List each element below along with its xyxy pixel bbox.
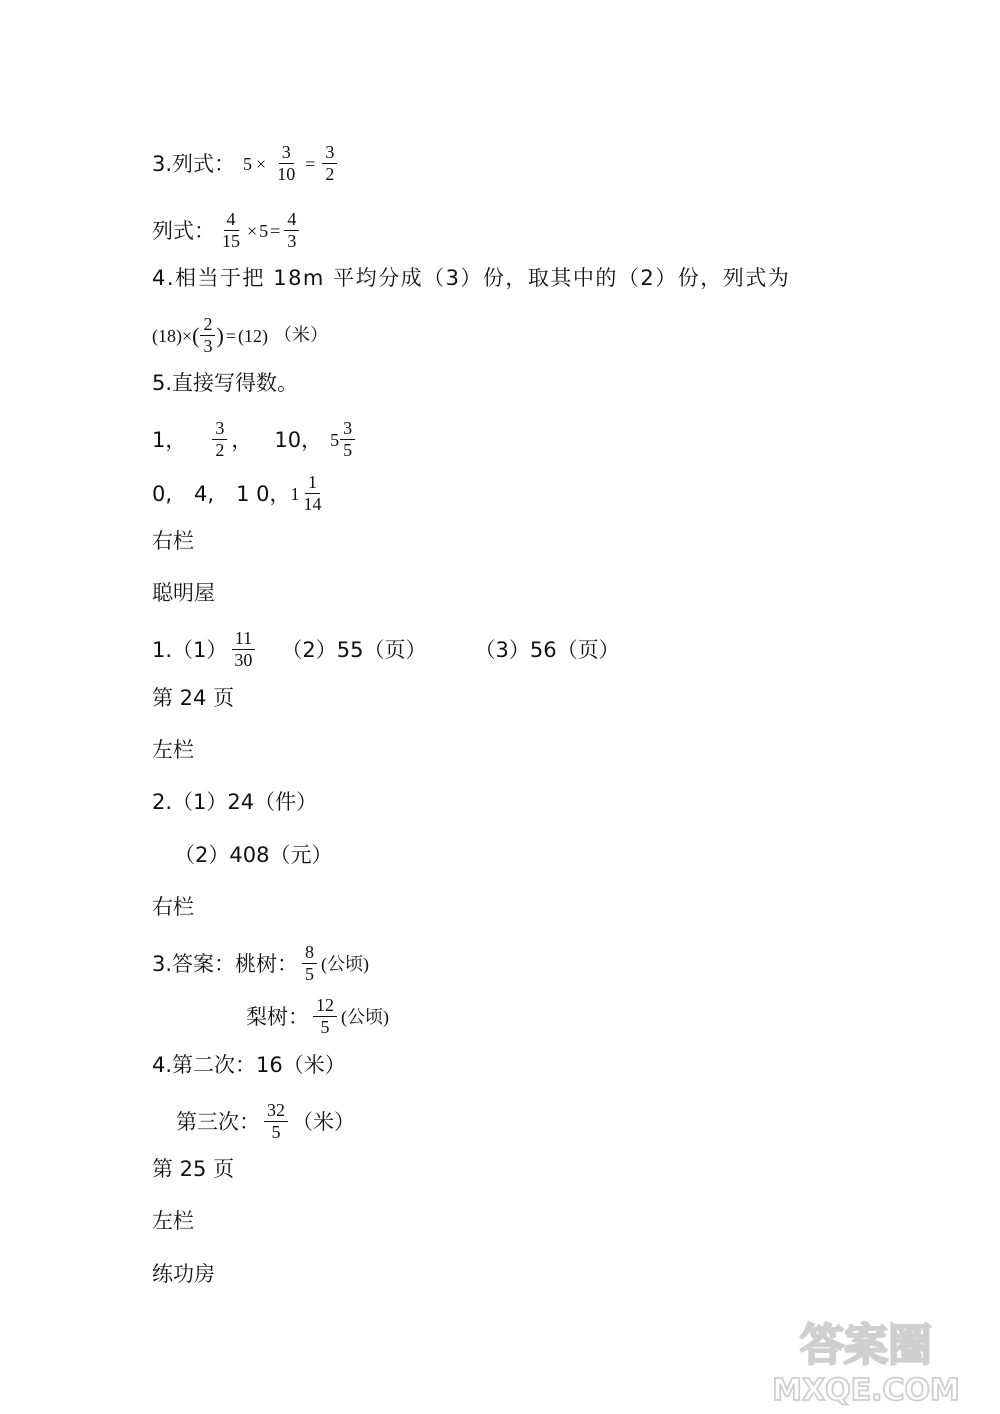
value: 1，	[152, 427, 187, 452]
numerator: 11	[232, 628, 255, 650]
watermark-bottom-text: MXQE.COM	[772, 1373, 960, 1408]
denominator: 5	[305, 964, 315, 984]
watermark-top-text: 答案圈	[800, 1320, 932, 1371]
answer-part-3: （3）56（页）	[474, 637, 620, 662]
page-heading-24: 第 24 页	[152, 686, 235, 710]
fraction	[212, 418, 227, 461]
line-label: 梨树：	[246, 1004, 309, 1029]
times-sign: ×	[247, 220, 258, 241]
line-4-question: 4.相当于把 18m 平均分成（3）份，取其中的（2）份，列式为	[152, 266, 791, 290]
unit: （米）	[292, 1109, 355, 1134]
equals-sign: =	[225, 325, 236, 346]
section-right-column: 右栏	[152, 895, 194, 919]
unit: （米）	[273, 324, 328, 346]
equals-sign: =	[305, 153, 316, 174]
line-label: 第三次：	[176, 1109, 260, 1134]
line-4-third	[176, 1100, 355, 1143]
line-3-answer-peach	[152, 942, 369, 985]
denominator: 3	[203, 336, 213, 356]
line-2-part2: （2）408（元）	[174, 843, 333, 867]
mixed-number	[330, 418, 359, 461]
line-2-part1: 2.（1）24（件）	[152, 790, 318, 814]
fraction	[313, 995, 337, 1038]
number: (18)	[152, 325, 182, 346]
line-smart-house-answers	[152, 628, 620, 671]
value: 0,	[152, 481, 173, 506]
left-paren: (	[192, 322, 200, 348]
equals-sign: =	[270, 220, 281, 241]
denominator: 3	[287, 231, 297, 251]
denominator: 5	[320, 1017, 330, 1037]
numerator: 4	[224, 209, 239, 231]
value: 10，	[274, 427, 323, 452]
numerator: 8	[302, 942, 317, 964]
fraction	[340, 418, 355, 461]
fraction	[301, 472, 325, 515]
fraction	[264, 1100, 288, 1143]
denominator: 2	[215, 440, 225, 460]
numerator: 2	[200, 314, 215, 336]
section-left-column: 左栏	[152, 738, 194, 762]
fraction	[274, 142, 298, 185]
line-3-answer-pear	[246, 995, 389, 1038]
whole: 5	[330, 429, 340, 450]
line-label: 3.列式：	[152, 151, 236, 176]
section-right-column: 右栏	[152, 529, 194, 553]
numerator: 3	[322, 142, 337, 164]
line-5-heading: 5.直接写得数。	[152, 371, 299, 395]
number: 5	[243, 153, 253, 174]
numerator: 3	[212, 418, 227, 440]
right-paren: )	[216, 322, 224, 348]
denominator: 15	[222, 231, 240, 251]
times-sign: ×	[182, 325, 193, 346]
section-left-column: 左栏	[152, 1209, 194, 1233]
numerator: 3	[279, 142, 294, 164]
unit: (公顷)	[321, 953, 370, 974]
line-label: 列式：	[152, 218, 215, 243]
line-label: 3.答案：桃树：	[152, 951, 299, 976]
numerator: 32	[264, 1100, 288, 1122]
line-4-expression	[152, 314, 328, 357]
comma: ，	[231, 427, 253, 452]
denominator: 2	[325, 164, 335, 184]
numerator: 4	[284, 209, 299, 231]
line-expression-2	[152, 209, 303, 252]
page-heading-25: 第 25 页	[152, 1157, 235, 1181]
fraction	[219, 209, 243, 252]
line-3-expression	[152, 142, 341, 185]
numerator: 12	[313, 995, 337, 1017]
mixed-number	[291, 472, 329, 515]
numerator: 3	[340, 418, 355, 440]
fraction	[322, 142, 337, 185]
fraction	[302, 942, 317, 985]
fraction	[200, 314, 215, 357]
number: 5	[259, 220, 269, 241]
fraction	[231, 628, 255, 671]
denominator: 5	[343, 440, 353, 460]
line-5-answers-row2	[152, 472, 329, 515]
value: 1 0，	[236, 481, 291, 506]
numerator: 1	[305, 472, 320, 494]
unit: (公顷)	[341, 1006, 389, 1027]
answer-part-2: （2）55（页）	[281, 637, 427, 662]
denominator: 10	[277, 164, 296, 184]
denominator: 14	[303, 494, 322, 514]
line-5-answers-row1	[152, 418, 359, 461]
section-smart-house: 聪明屋	[152, 581, 215, 605]
denominator: 30	[234, 650, 253, 670]
value: 4,	[194, 481, 215, 506]
part-label: 1.（1）	[152, 637, 228, 662]
whole: 1	[290, 483, 300, 504]
line-4-second: 4.第二次：16（米）	[152, 1053, 346, 1077]
fraction	[284, 209, 299, 252]
watermark-logo	[746, 1308, 986, 1408]
denominator: 5	[271, 1122, 281, 1142]
section-practice-room: 练功房	[152, 1262, 215, 1286]
number: (12)	[237, 325, 268, 346]
times-sign: ×	[256, 153, 267, 174]
